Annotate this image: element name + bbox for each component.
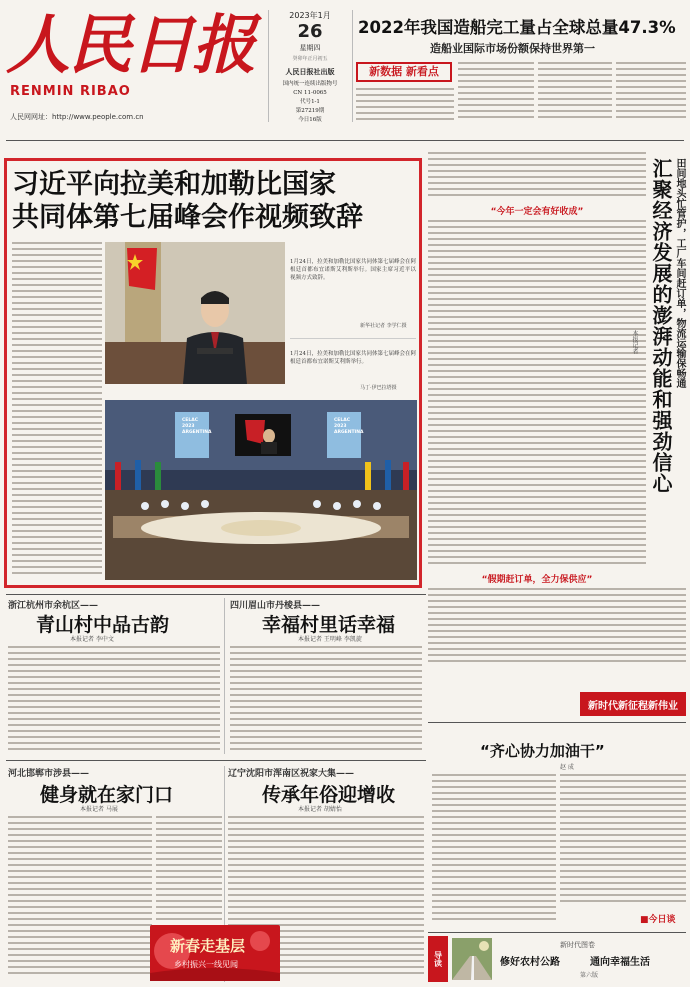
mid-center-byline: 本报记者 王明峰 李凯旋 <box>298 636 362 643</box>
top-story-text-col4 <box>616 62 686 130</box>
top-story-headline[interactable]: 2022年我国造船完工量占全球总量47.3% <box>358 18 676 37</box>
today-talk-icon: ■ <box>640 915 649 925</box>
mid-center-kicker: 四川眉山市丹棱县—— <box>230 601 321 611</box>
today-talk-label: 今日谈 <box>648 915 676 925</box>
mid-left-headline[interactable]: 青山村中品古韵 <box>36 614 170 636</box>
bottom-left-kicker: 河北邯郸市涉县—— <box>8 769 90 779</box>
commentary-author: 赵 成 <box>560 764 574 771</box>
guide-thumbnail[interactable] <box>452 938 492 980</box>
guide-page-ref: 第六版 <box>580 972 599 979</box>
lead-photo-summit[interactable] <box>105 400 417 580</box>
newspaper-logo: 人民日报 <box>6 8 254 83</box>
commentary-headline[interactable]: “齐心协力加油干” <box>480 742 605 760</box>
today-talk-tag[interactable] <box>640 912 676 925</box>
mid-center-headline[interactable]: 幸福村里话幸福 <box>262 614 396 636</box>
issn-line: CN 11-0065 <box>293 90 327 96</box>
bottom-left-headline[interactable]: 健身就在家门口 <box>40 784 174 806</box>
issn-line: 第27219期 <box>295 108 325 114</box>
issn-line: 国内统一连续出版物号 <box>282 81 338 87</box>
new-era-banner[interactable]: 新时代新征程新伟业 <box>580 692 686 716</box>
issn-line: 代号1-1 <box>300 99 320 105</box>
guide-kicker: 新时代图卷 <box>560 941 595 949</box>
summit-sign-right: CELAC 2023 ARGENTINA <box>334 418 364 435</box>
mid-left-byline: 本报记者 李中文 <box>70 636 114 643</box>
guide-item-2[interactable]: 通向幸福生活 <box>590 957 650 968</box>
commentary-text-col2 <box>560 774 686 906</box>
bottom-left-text-col1 <box>8 816 152 981</box>
date-year-month: 2023年1月 <box>289 11 331 20</box>
issn-line: 今日16版 <box>298 117 322 123</box>
lead-headline-line: 习近平向拉美和加勒比国家 <box>12 169 336 200</box>
lead-photo-speech[interactable] <box>105 242 285 384</box>
top-story-text-col1 <box>356 88 454 128</box>
date-weekday: 星期四 <box>299 44 321 52</box>
bottom-left-text-col2 <box>156 816 222 924</box>
logo-pinyin: RENMIN RIBAO <box>10 84 131 99</box>
bottom-center-byline: 本报记者 胡婧怡 <box>298 806 342 813</box>
mid-left-kicker: 浙江杭州市余杭区—— <box>8 601 99 611</box>
right-column-text-2 <box>428 220 646 568</box>
date-day: 26 <box>297 21 323 42</box>
bottom-center-headline[interactable]: 传承年俗迎增收 <box>262 784 396 806</box>
vertical-author: 本报记者 <box>631 330 638 354</box>
photo-credit-1: 新华社记者 李学仁摄 <box>360 323 407 329</box>
right-column-text-1 <box>428 152 646 200</box>
publisher-line: 人民日报社出版 <box>285 67 335 76</box>
photo-caption-2: 1月24日，拉美和加勒比国家共同体第七届峰会在阿根廷首都布宜诺斯艾利斯举行。 <box>290 351 416 365</box>
bottom-center-kicker: 辽宁沈阳市浑南区祝家大集—— <box>228 769 355 779</box>
mid-center-text <box>230 646 422 754</box>
photo-caption-1: 1月24日，拉美和加勒比国家共同体第七届峰会在阿根廷首都布宜诺斯艾利斯举行。国家主席习近平以视频方式致辞。 <box>290 259 416 281</box>
spring-banner[interactable] <box>150 925 280 981</box>
new-data-tag: 新数据 新看点 <box>356 62 452 82</box>
top-story-text-col2 <box>458 62 534 130</box>
guide-label: 导读 <box>428 936 448 982</box>
summit-sign-left: CELAC 2023 ARGENTINA <box>182 418 212 435</box>
issn-block <box>270 80 350 125</box>
guide-item-1[interactable]: 修好农村公路 <box>500 957 560 968</box>
spring-banner-subtitle: 乡村振兴一线见闻 <box>174 960 238 969</box>
top-story-text-col3 <box>538 62 612 130</box>
vertical-headline[interactable]: 汇聚经济发展的澎湃动能和强劲信心 <box>649 158 673 494</box>
top-story-subhead: 造船业国际市场份额保持世界第一 <box>430 42 595 55</box>
section-heading-2: “假期赶订单，全力保供应” <box>481 575 593 585</box>
photo-credit-2: 马丁·伊巴拉塔摄 <box>360 385 397 391</box>
date-lunar: 癸卯年正月初五 <box>292 56 328 62</box>
lead-headline-line: 共同体第七届峰会作视频致辞 <box>12 202 363 233</box>
vertical-kicker: 田间地头忙管护，工厂车间赶订单，物流运输保畅通 <box>674 158 685 388</box>
lead-headline[interactable] <box>12 168 417 234</box>
bottom-left-byline: 本报记者 马展 <box>80 806 118 813</box>
date-block <box>270 10 350 125</box>
spring-banner-title: 新春走基层 <box>170 937 246 955</box>
lead-story-text <box>12 242 102 580</box>
section-heading-1: “今年一定会有好收成” <box>490 207 584 217</box>
right-column-text-3 <box>428 588 686 668</box>
website-url[interactable]: 人民网网址：http://www.people.com.cn <box>10 113 144 121</box>
commentary-text-col1 <box>432 774 556 926</box>
mid-left-text <box>8 646 220 754</box>
